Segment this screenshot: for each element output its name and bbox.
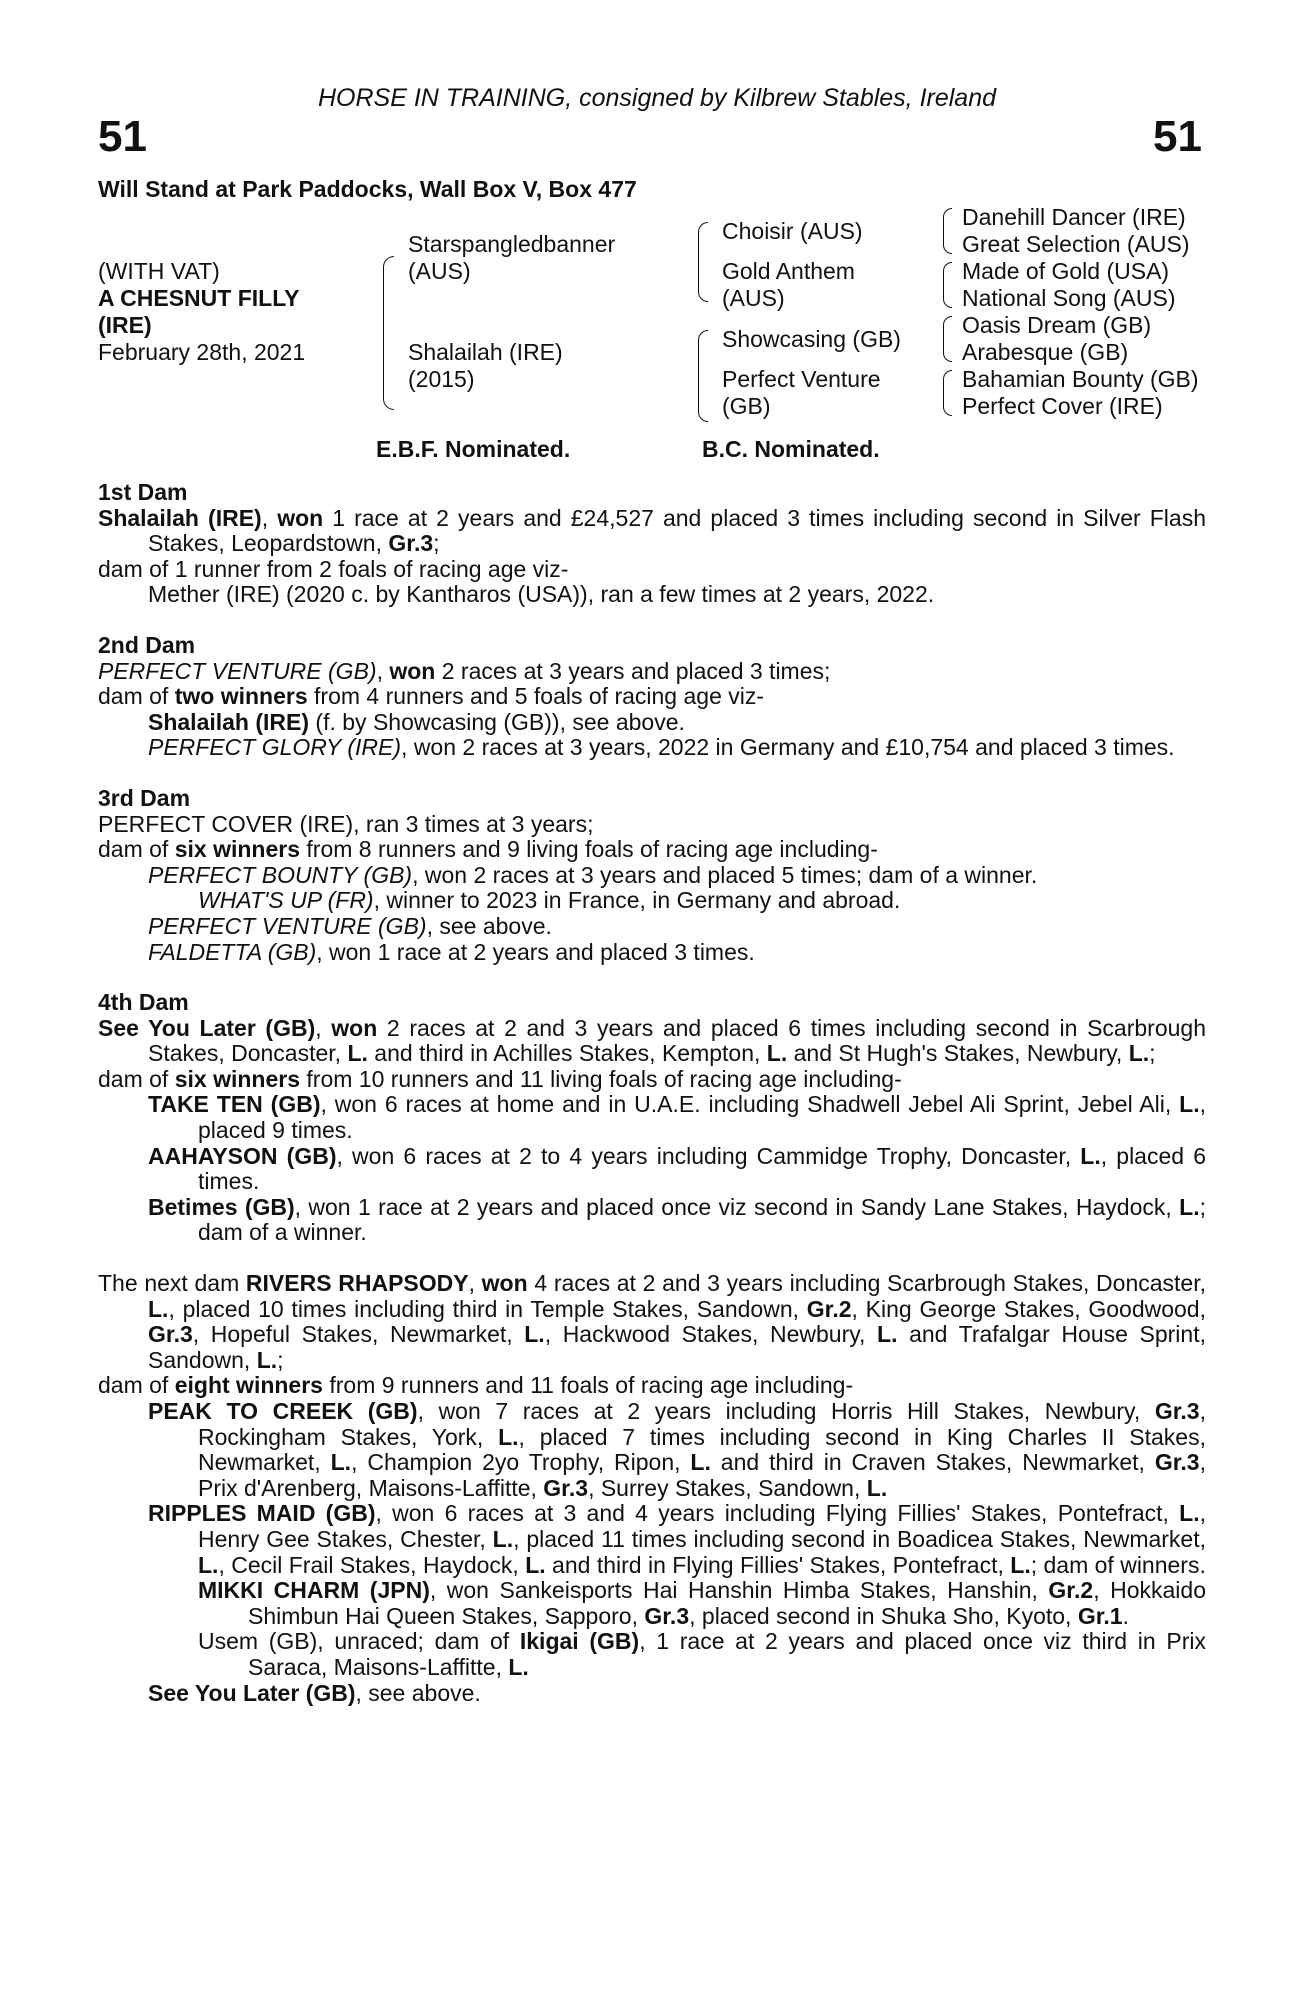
produce-entry: AAHAYSON (GB), won 6 races at 2 to 4 years including Cammidge Trophy, Doncaster, L., placed 6 times. [148, 1142, 1207, 1195]
second-dam-section [98, 633, 1206, 761]
dam-record: The next dam RIVERS RHAPSODY, won 4 races at 2 and 3 years including Scarbrough Stakes, Doncaster, L., placed 10 times including third in Temple Stakes, Sandown, Gr.2, King George Stakes, Goodwood, Gr.3, Hopeful Stakes, Newmarket, L., Hackwood Stakes, Newbury, L. and Trafalgar House Sprint, Sandown, L.; [98, 1270, 1206, 1373]
pedigree-dd-pair: Bahamian Bounty (GB) Perfect Cover (IRE) [962, 366, 1199, 419]
catalogue-body [98, 480, 1206, 1731]
produce-entry: WHAT'S UP (FR), winner to 2023 in France, in Germany and abroad. [198, 887, 901, 914]
pedigree-ds-pair: Oasis Dream (GB) Arabesque (GB) [962, 312, 1152, 365]
produce-entry: PERFECT VENTURE (GB), see above. [148, 912, 552, 939]
vat-note: (WITH VAT) [98, 258, 220, 284]
pedigree-brace-sire [698, 222, 708, 302]
produce-entry: PERFECT BOUNTY (GB), won 2 races at 3 years and placed 5 times; dam of a winner. [148, 861, 1038, 888]
dam-record: PERFECT COVER (IRE), ran 3 times at 3 years; [98, 810, 594, 837]
produce-entry: Betimes (GB), won 1 race at 2 years and placed once viz second in Sandy Lane Stakes, Haydock, L.; dam of a winner. [148, 1193, 1206, 1246]
pedigree-sd-pair: Made of Gold (USA) National Song (AUS) [962, 258, 1176, 311]
horse-description: A CHESNUT FILLY [98, 285, 300, 311]
pedigree-sire-sire: Choisir (AUS) [722, 218, 863, 244]
pedigree-ss-pair: Danehill Dancer (IRE) Great Selection (AUS) [962, 204, 1190, 257]
produce-entry: PERFECT GLORY (IRE), won 2 races at 3 years, 2022 in Germany and £10,754 and placed 3 times. [148, 734, 1175, 761]
next-dam-section [98, 1271, 1206, 1706]
produce-summary: dam of 1 runner from 2 foals of racing age viz- [98, 555, 569, 582]
produce-summary: dam of six winners from 8 runners and 9 living foals of racing age including- [98, 836, 878, 863]
dam-record: See You Later (GB), won 2 races at 2 and 3 years and placed 6 times including second in Scarbrough Stakes, Doncaster, L. and third in Achilles Stakes, Kempton, L. and St Hugh's Stakes, Newbury, L.; [98, 1014, 1206, 1067]
section-heading: 2nd Dam [98, 631, 196, 658]
produce-entry: Mether (IRE) (2020 c. by Kantharos (USA)), ran a few times at 2 years, 2022. [148, 581, 935, 608]
produce-summary: dam of two winners from 4 runners and 5 foals of racing age viz- [98, 683, 765, 710]
produce-entry: Usem (GB), unraced; dam of Ikigai (GB), 1 race at 2 years and placed once viz third in Prix Saraca, Maisons-Laffitte, L. [198, 1628, 1206, 1680]
pedigree-dam-dam: Perfect Venture (GB) [722, 366, 881, 419]
produce-entry: Shalailah (IRE) (f. by Showcasing (GB)), see above. [148, 708, 685, 735]
dam-record: PERFECT VENTURE (GB), won 2 races at 3 years and placed 3 times; [98, 657, 831, 684]
produce-entry: MIKKI CHARM (JPN), won Sankeisports Hai Hanshin Himba Stakes, Hanshin, Gr.2, Hokkaido Shimbun Hai Queen Stakes, Sapporo, Gr.3, placed second in Shuka Sho, Kyoto, Gr.1. [198, 1577, 1206, 1629]
pedigree-brace-ss [943, 208, 952, 254]
foaling-date: February 28th, 2021 [98, 339, 306, 365]
stand-location: Will Stand at Park Paddocks, Wall Box V, Box 477 [98, 176, 637, 202]
produce-entry: FALDETTA (GB), won 1 race at 2 years and placed 3 times. [148, 938, 755, 965]
lot-number-right: 51 [1153, 112, 1202, 161]
catalogue-header: HORSE IN TRAINING, consigned by Kilbrew Stables, Ireland [317, 84, 997, 112]
produce-summary: dam of six winners from 10 runners and 11 living foals of racing age including- [98, 1065, 902, 1092]
lot-number-left: 51 [98, 112, 147, 161]
pedigree-sire-dam: Gold Anthem (AUS) [722, 258, 855, 311]
produce-summary: dam of eight winners from 9 runners and 11 foals of racing age including- [98, 1372, 854, 1399]
pedigree-brace-ds [943, 316, 952, 362]
section-heading: 3rd Dam [98, 784, 191, 811]
bc-nomination: B.C. Nominated. [702, 436, 880, 462]
horse-origin: (IRE) [98, 312, 152, 338]
pedigree-sire: Starspangledbanner (AUS) [408, 231, 616, 284]
third-dam-section [98, 786, 1206, 965]
first-dam-section [98, 480, 1206, 608]
pedigree-dam: Shalailah (IRE) (2015) [408, 339, 563, 392]
produce-entry: TAKE TEN (GB), won 6 races at home and in U.A.E. including Shadwell Jebel Ali Sprint, Jebel Ali, L., placed 9 times. [148, 1091, 1206, 1144]
fourth-dam-section [98, 990, 1206, 1246]
section-heading: 1st Dam [98, 479, 188, 505]
horse-info [98, 258, 305, 366]
pedigree-brace-main [383, 256, 394, 410]
produce-entry: See You Later (GB), see above. [148, 1679, 481, 1706]
produce-entry: RIPPLES MAID (GB), won 6 races at 3 and 4 years including Flying Fillies' Stakes, Pontefract, L., Henry Gee Stakes, Chester, L., placed 11 times including second in Boadicea Stakes, Newmarket, L., Cecil Frail Stakes, Haydock, L. and third in Flying Fillies' Stakes, Pontefract, L.; dam of winners. [148, 1500, 1207, 1578]
pedigree-brace-sd [943, 262, 952, 308]
produce-entry: PEAK TO CREEK (GB), won 7 races at 2 years including Horris Hill Stakes, Newbury, Gr.3, Rockingham Stakes, York, L., placed 7 times including second in King Charles II Stakes, Newmarket, L., Champion 2yo Trophy, Ripon, L. and third in Craven Stakes, Newmarket, Gr.3, Prix d'Arenberg, Maisons-Laffitte, Gr.3, Surrey Stakes, Sandown, L. [148, 1398, 1206, 1501]
pedigree-dam-sire: Showcasing (GB) [722, 326, 901, 352]
section-heading: 4th Dam [98, 989, 189, 1016]
dam-record: Shalailah (IRE), won 1 race at 2 years and £24,527 and placed 3 times including second in Silver Flash Stakes, Leopardstown, Gr.3; [98, 504, 1206, 557]
pedigree-brace-dd [943, 370, 952, 416]
pedigree-brace-dam [698, 330, 708, 422]
ebf-nomination: E.B.F. Nominated. [376, 436, 571, 462]
